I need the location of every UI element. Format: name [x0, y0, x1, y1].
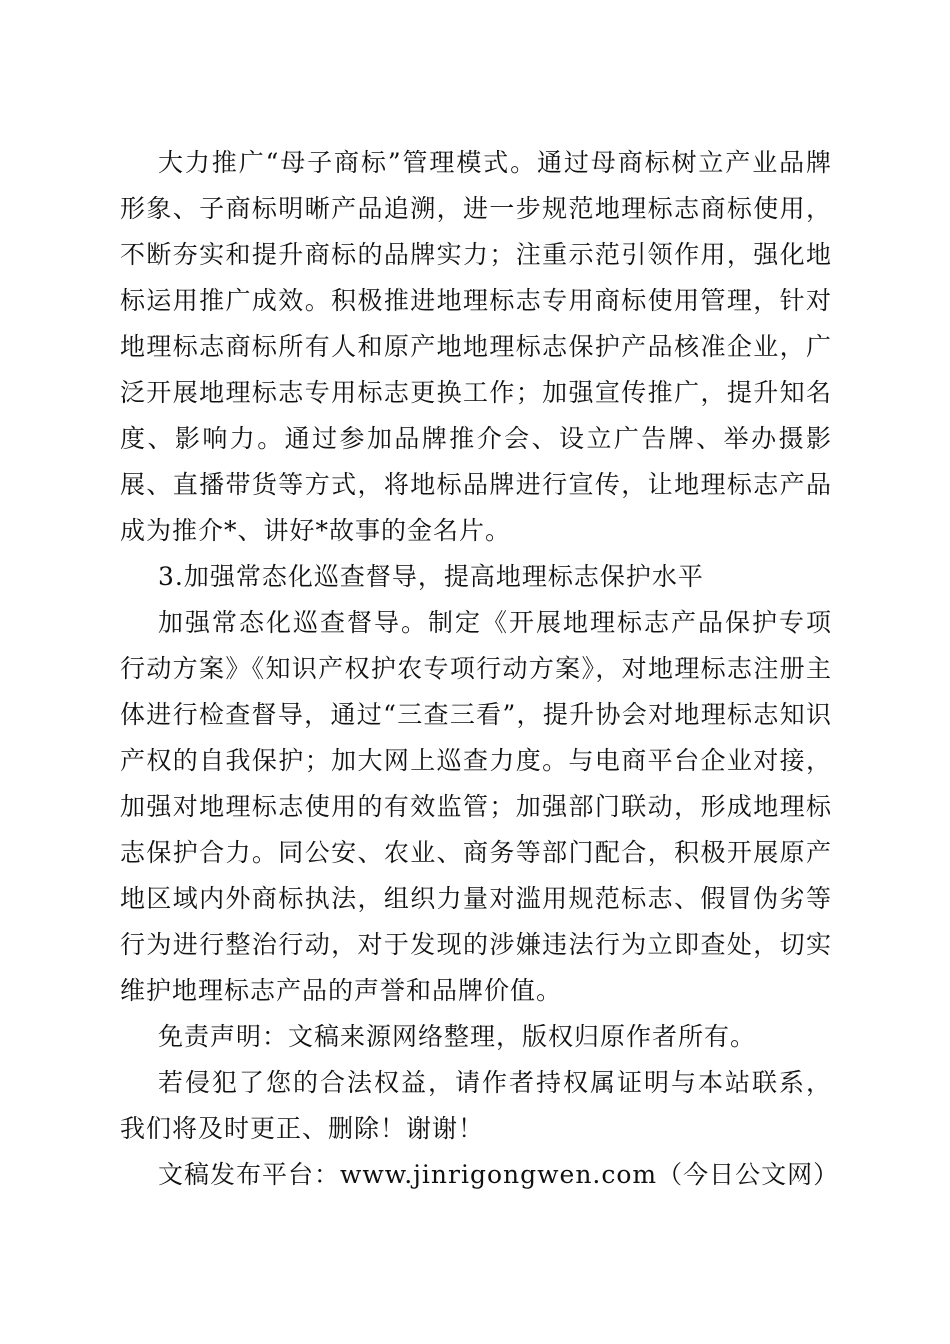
contact-notice: 若侵犯了您的合法权益，请作者持权属证明与本站联系，我们将及时更正、删除！谢谢！	[120, 1068, 832, 1143]
publish-platform: 文稿发布平台：www.jinrigongwen.com（今日公文网）	[158, 1160, 840, 1189]
paragraph-trademark-model: 大力推广“母子商标”管理模式。通过母商标树立产业品牌形象、子商标明晰产品追溯，进一步规范地理标志商标使用，不断夯实和提升商标的品牌实力；注重示范引领作用，强化地标运用推广成效。积极推进地理标志专用商标使用管理，针对地理标志商标所有人和原产地地理标志保护产品核准企业，广泛开展地理标志专用标志更换工作；加强宣传推广，提升知名度、影响力。通过参加品牌推介会、设立广告牌、举办摄影展、直播带货等方式，将地标品牌进行宣传，让地理标志产品成为推介*、讲好*故事的金名片。	[120, 148, 832, 545]
disclaimer-text: 免责声明：文稿来源网络整理，版权归原作者所有。	[158, 1022, 757, 1051]
section-heading: 3.加强常态化巡查督导，提高地理标志保护水平	[158, 562, 704, 591]
document-page	[120, 140, 840, 1198]
paragraph-inspection: 加强常态化巡查督导。制定《开展地理标志产品保护专项行动方案》《知识产权护农专项行动方案》，对地理标志注册主体进行检查督导，通过“三查三看”，提升协会对地理标志知识产权的自我保护；加大网上巡查力度。与电商平台企业对接，加强对地理标志使用的有效监管；加强部门联动，形成地理标志保护合力。同公安、农业、商务等部门配合，积极开展原产地区域内外商标执法，组织力量对滥用规范标志、假冒伪劣等行为进行整治行动，对于发现的涉嫌违法行为立即查处，切实维护地理标志产品的声誉和品牌价值。	[120, 608, 832, 1005]
